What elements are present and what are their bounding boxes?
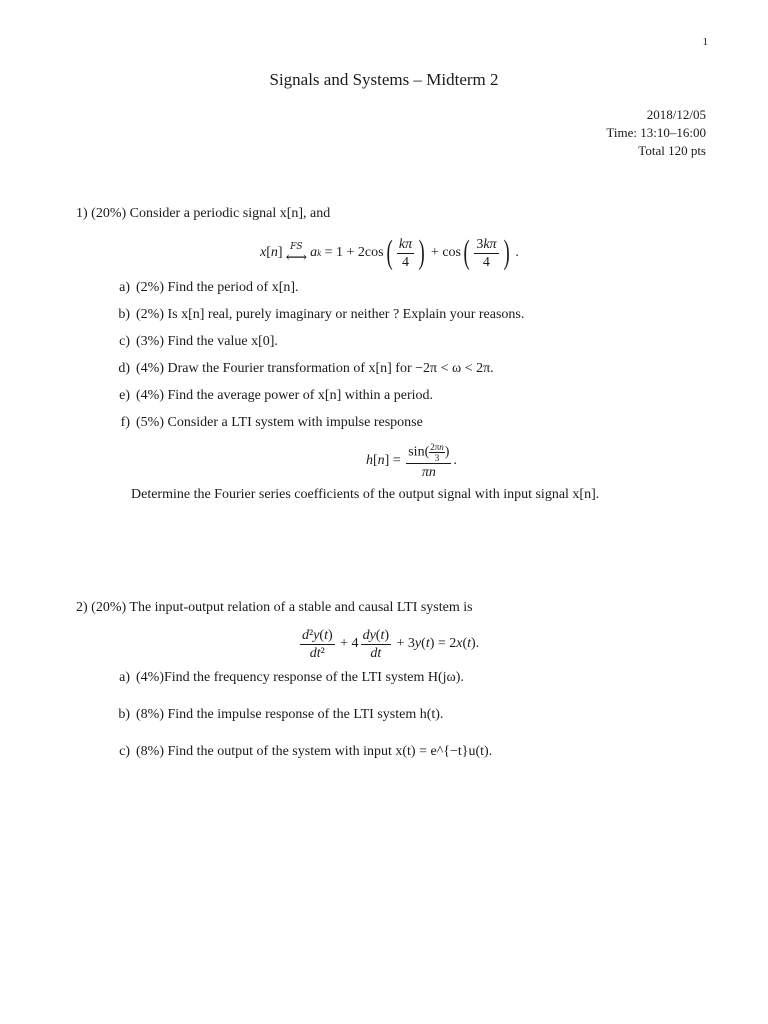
q2-intro <box>76 600 473 616</box>
q2-item-a: a) (4%)Find the frequency response of the LTI system H(jω). <box>119 670 464 685</box>
q1-item-e: e) (4%) Find the average power of x[n] within a period. <box>119 388 434 403</box>
fs-arrow-icon: FS ⟷ <box>285 241 308 266</box>
q2-number: 2) <box>76 600 88 615</box>
q1-item-f: f) (5%) Consider a LTI system with impulse response <box>120 415 423 430</box>
q1-item-a: a) (2%) Find the period of x[n]. <box>119 280 299 295</box>
exam-total: Total 120 pts <box>638 143 706 158</box>
q1-intro <box>76 206 330 222</box>
q1-item-d: d) (4%) Draw the Fourier transformation of x[n] for −2π < ω < 2π. <box>118 361 494 376</box>
q1-number: 1) <box>76 206 88 221</box>
q1-equation: x [ n ] FS ⟷ a k = 1 + 2cos ( $\frac{k\pi}{4}$ ) + cos ( $\frac{3k\pi}{4}$ ) . <box>260 234 519 271</box>
q1-item-c: c) (3%) Find the value x[0]. <box>119 334 278 349</box>
q1-conclusion: Determine the Fourier series coefficients of the output signal with input signal x[n]. <box>131 487 600 502</box>
exam-meta <box>606 106 706 160</box>
q2-equation: $\frac{\text{d²y(t)}}{\text{dt²}}$ + 4 $\frac{dy(t)}{dt}$ + 3 y ( t ) = 2 x ( t ). <box>302 627 480 661</box>
q1-intro-text: (20%) Consider a periodic signal x[n], and <box>91 206 331 221</box>
q1-item-b: b) (2%) Is x[n] real, purely imaginary or neither ? Explain your reasons. <box>118 307 525 322</box>
page-title: Signals and Systems – Midterm 2 <box>269 70 499 89</box>
exam-date: 2018/12/05 <box>646 107 706 122</box>
impulse-equation: h [ n ] = sin( $\frac{2\pi n}{3}$ ) πn . <box>366 441 457 480</box>
q2-item-b: b) (8%) Find the impulse response of the LTI system h(t). <box>118 707 444 722</box>
exam-time: Time: 13:10–16:00 <box>606 125 706 140</box>
q2-item-c: c) (8%) Find the output of the system with input x(t) = e^{−t}u(t). <box>119 744 493 759</box>
q2-intro-text: (20%) The input-output relation of a stable and causal LTI system is <box>91 600 473 615</box>
page-number: 1 <box>702 36 708 48</box>
